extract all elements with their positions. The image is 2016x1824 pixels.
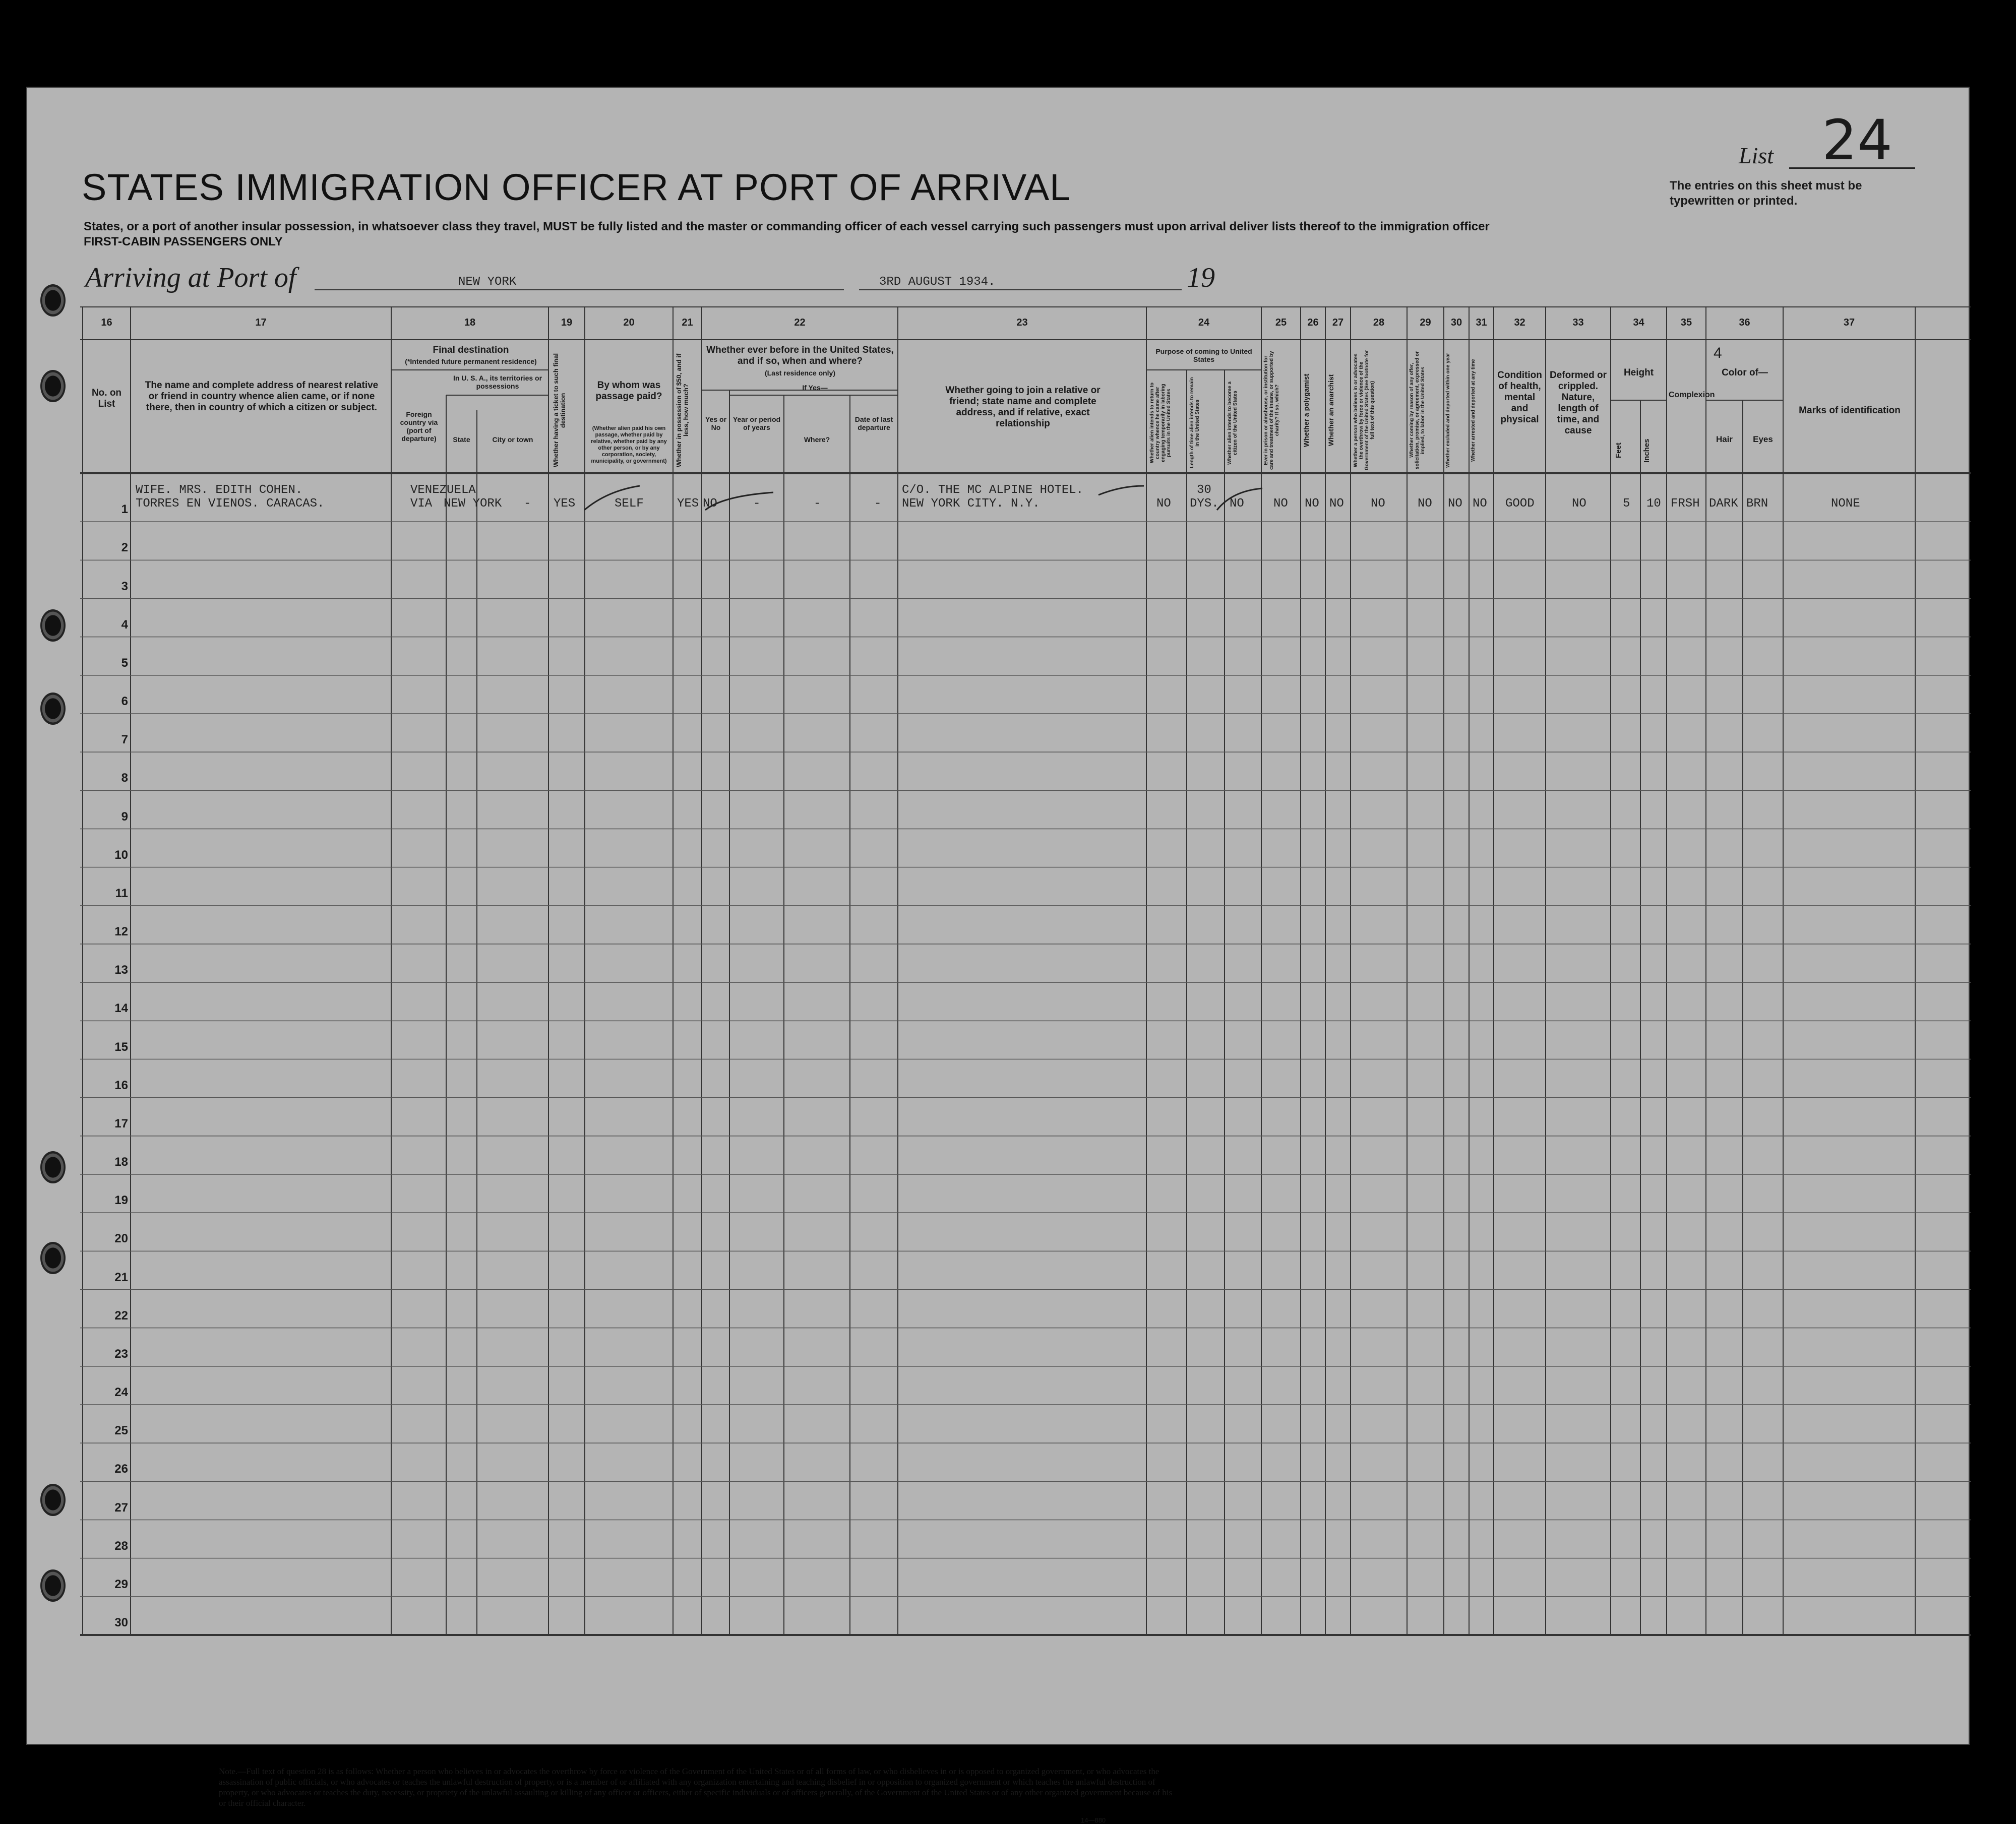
row-number: 30 — [114, 1616, 128, 1629]
header-marks: Marks of identification — [1799, 405, 1901, 416]
entry-q29: NO — [1418, 497, 1432, 511]
row-number: 7 — [121, 733, 128, 747]
row-number: 14 — [114, 1001, 128, 1016]
entry-deformed: NO — [1572, 497, 1586, 511]
col-num: 26 — [1307, 317, 1319, 328]
header-join-relative: Whether going to join a relative or friend; state name and complete address, and if relative, exact relationship — [945, 385, 1101, 429]
header-foreign-country: Foreign country via (port of departure) — [400, 410, 438, 443]
row-number: 8 — [121, 771, 128, 785]
entry-passage: SELF — [615, 497, 644, 511]
header-height: Height — [1623, 367, 1654, 378]
entry-date-departure: - — [874, 497, 882, 511]
entry-complexion: FRSH — [1671, 497, 1700, 511]
header-purpose-c: Whether alien intends to become a citizen of the United States — [1227, 381, 1238, 465]
row-number: 27 — [114, 1500, 128, 1515]
header-q30: Whether excluded and deported within one year — [1445, 353, 1451, 468]
row-number: 11 — [115, 886, 128, 900]
header-complexion: Complexion — [1669, 391, 1715, 399]
punch-hole — [40, 1151, 66, 1183]
row-number: 25 — [114, 1424, 128, 1438]
entry-inches: 10 — [1646, 497, 1661, 511]
page-title: STATES IMMIGRATION OFFICER AT PORT OF ARRIVAL — [82, 166, 1071, 208]
row-number: 17 — [114, 1116, 128, 1130]
entry-q30: NO — [1448, 497, 1462, 511]
entry-money: YES — [677, 497, 699, 511]
header-purpose-b: Length of time alien intends to remain in the United States — [1189, 377, 1200, 469]
entry-purpose-b-line1: 30 — [1197, 483, 1211, 497]
col-num: 18 — [464, 317, 476, 328]
row-number: 3 — [121, 579, 128, 593]
punch-hole — [40, 693, 66, 725]
row-number: 23 — [114, 1347, 128, 1361]
header-date-departure: Date of last departure — [854, 415, 893, 431]
manifest-sheet — [26, 87, 1970, 1824]
header-money: Whether in possession of $50, and if less, how much? — [675, 353, 690, 467]
punch-hole — [40, 1484, 66, 1516]
row-number: 9 — [121, 809, 128, 824]
entry-foreign-line2: VIA — [410, 497, 433, 511]
col-num: 22 — [794, 317, 806, 328]
entry-ticket: YES — [554, 497, 576, 511]
header-no-on-list: No. on List — [91, 388, 122, 409]
col-num: 32 — [1514, 317, 1525, 328]
header-prison: Ever in prison or almshouse, or institution for care and treatment of the insane, or supported by charity? If so, which? — [1263, 351, 1280, 470]
header-passage-paid: By whom was passage paid? — [595, 380, 662, 402]
punch-hole — [40, 370, 66, 402]
header-city: City or town — [492, 435, 533, 444]
col-num: 36 — [1739, 317, 1750, 328]
col-num: 33 — [1572, 317, 1584, 328]
row-number: 10 — [114, 848, 128, 862]
row-number: 22 — [114, 1308, 128, 1323]
header-purpose: Purpose of coming to United States — [1155, 347, 1252, 363]
col-num: 21 — [682, 317, 693, 328]
punch-hole — [40, 609, 66, 642]
header-ticket: Whether having a ticket to such final destination — [552, 353, 567, 468]
entry-where: - — [814, 497, 821, 511]
entry-eyes: BRN — [1746, 497, 1768, 511]
row-number: 16 — [114, 1078, 128, 1092]
entry-ever-before: NO — [703, 497, 717, 511]
row-number: 29 — [114, 1577, 128, 1591]
header-hair: Hair — [1716, 434, 1733, 444]
table-grid — [27, 88, 1971, 1746]
col-num: 24 — [1198, 317, 1210, 328]
subtitle: States, or a port of another insular possession, in whatsoever class they travel, MUST be fully listed and the master or commanding officer of each vessel carrying such passengers must upon arrival deliver lists thereof to the immigration officer — [84, 220, 1490, 233]
entry-state: NEW YORK — [444, 497, 502, 511]
header-eyes: Eyes — [1753, 434, 1773, 444]
header-final-destination-note: (*Intended future permanent residence) — [405, 357, 537, 365]
entry-name-line1: WIFE. MRS. EDITH COHEN. — [136, 483, 303, 497]
list-label: List — [1739, 143, 1774, 168]
header-inches: Inches — [1642, 438, 1651, 463]
entry-year: - — [753, 497, 761, 511]
arriving-label: Arriving at Port of — [85, 262, 296, 293]
punch-hole — [40, 284, 66, 317]
col-num: 23 — [1016, 317, 1028, 328]
year-prefix: 19 — [1187, 262, 1215, 293]
entry-purpose-c: NO — [1230, 497, 1244, 511]
header-in-usa: In U. S. A., its territories or possessions — [453, 374, 542, 390]
row-number: 21 — [114, 1270, 128, 1284]
row-number: 6 — [121, 695, 128, 708]
col-num: 20 — [623, 317, 635, 328]
row-number: 28 — [114, 1539, 128, 1553]
row-number: 19 — [114, 1193, 128, 1208]
class-line: FIRST-CABIN PASSENGERS ONLY — [84, 235, 283, 248]
entry-join-line1: C/O. THE MC ALPINE HOTEL. — [902, 483, 1084, 497]
header-state: State — [453, 435, 470, 444]
row-number: 15 — [114, 1040, 128, 1054]
page-number: 4 — [1714, 345, 1722, 361]
port-value: NEW YORK — [458, 275, 517, 289]
footnote: Note.—Full text of question 28 is as follows: Whether a person who believes in or advocates the overthrow by force or violence of the Government of the United States or of all forms of law, or who disbelieves in or is opposed to organized government, or who advocates the assassination of public officials, or who advocates or teaches the unlawful destruction of property, or is a member of or affiliated with any organization entertaining and teaching disbelief in or opposition to organized government or which teaches the unlawful destruction of property, or who advocates or teaches the duty, necessity, or propriety of the unlawful assaulting or killing of any officer or officers, either of specific individuals or of officers generally, of the Government of the United States or of any other organized government because of his or their official character. — [219, 1767, 1173, 1808]
list-underline — [1789, 167, 1915, 169]
date-line — [859, 289, 1182, 290]
entry-polygamist: NO — [1305, 497, 1319, 511]
header-health: Condition of health, mental and physical — [1497, 370, 1542, 425]
list-number: 24 — [1822, 108, 1892, 172]
header-polygamist: Whether a polygamist — [1302, 373, 1310, 447]
col-num: 37 — [1843, 317, 1855, 328]
entry-prison: NO — [1273, 497, 1288, 511]
row-number: 4 — [121, 617, 128, 632]
col-num: 19 — [561, 317, 573, 328]
header-where: Where? — [804, 435, 830, 444]
form-number: 14—880 — [1081, 1816, 1106, 1824]
port-line — [315, 289, 844, 290]
date-value: 3RD AUGUST 1934. — [879, 275, 996, 289]
header-yes-no: Yes or No — [705, 415, 727, 431]
header-q29: Whether coming by reason of any offer, solicitation, promise, or agreement, expressed or implied, to labor in the United States — [1409, 351, 1426, 469]
col-num: 17 — [255, 317, 267, 328]
row-number: 26 — [114, 1462, 128, 1476]
header-purpose-a: Whether alien intends to return to country whence he came after engaging temporarily in laboring pursuits in the United States — [1149, 383, 1172, 464]
col-num: 34 — [1633, 317, 1644, 328]
col-num: 27 — [1332, 317, 1344, 328]
header-q28: Whether a person who believes in or advocates the overthrow by force or violence of the Government of the United States (See footnote for full text of this question) — [1353, 350, 1375, 471]
entry-q31: NO — [1473, 497, 1487, 511]
entry-city: - — [524, 497, 531, 511]
header-if-yes: If Yes— — [802, 384, 828, 392]
entry-health: GOOD — [1505, 497, 1535, 511]
row-number: 5 — [121, 656, 128, 670]
col-num: 30 — [1450, 317, 1462, 328]
entry-purpose-b-line2: DYS. — [1190, 497, 1219, 511]
header-q31: Whether arrested and deported at any time — [1471, 359, 1476, 462]
row-number: 1 — [121, 502, 128, 517]
header-passage-note: (Whether alien paid his own passage, whether paid by relative, whether paid by any other person, or by any corporation, society, municipality, or government) — [591, 425, 667, 464]
entry-marks: NONE — [1831, 497, 1860, 511]
entry-join-line2: NEW YORK CITY. N.Y. — [902, 497, 1040, 511]
header-last-residence: (Last residence only) — [764, 369, 836, 377]
col-num: 28 — [1373, 317, 1385, 328]
entry-anarchist: NO — [1329, 497, 1344, 511]
header-ever-before: Whether ever before in the United States, and if so, when and where? — [706, 345, 894, 366]
header-year-period: Year or period of years — [732, 415, 781, 431]
header-deformed: Deformed or crippled. Nature, length of time, and cause — [1550, 370, 1607, 436]
col-num: 16 — [101, 317, 112, 328]
col-num: 25 — [1275, 317, 1287, 328]
header-name-address: The name and complete address of nearest relative or friend in country whence alien came, or if none there, then in country of which a citizen or subject. — [145, 380, 379, 413]
row-number: 13 — [114, 963, 128, 977]
entry-foreign-line1: VENEZUELA — [410, 483, 476, 497]
header-color-of: Color of— — [1722, 367, 1768, 378]
entry-feet: 5 — [1623, 497, 1630, 511]
row-number: 12 — [114, 925, 128, 938]
header-anarchist: Whether an anarchist — [1327, 374, 1335, 447]
entry-hair: DARK — [1709, 497, 1738, 511]
header-final-destination: Final destination — [433, 345, 509, 355]
row-number: 24 — [114, 1386, 128, 1399]
header-feet: Feet — [1614, 443, 1623, 459]
col-num: 31 — [1476, 317, 1487, 328]
row-number: 18 — [114, 1155, 128, 1169]
row-number: 2 — [121, 541, 128, 555]
entries-note: The entries on this sheet must be typewritten or printed. — [1670, 179, 1862, 208]
punch-hole — [40, 1242, 66, 1274]
col-num: 29 — [1420, 317, 1431, 328]
row-number: 20 — [114, 1232, 128, 1246]
entry-name-line2: TORRES EN VIENOS. CARACAS. — [136, 497, 325, 511]
col-num: 35 — [1680, 317, 1692, 328]
entry-purpose-a: NO — [1156, 497, 1171, 511]
entry-q28: NO — [1371, 497, 1385, 511]
punch-hole — [40, 1569, 66, 1602]
